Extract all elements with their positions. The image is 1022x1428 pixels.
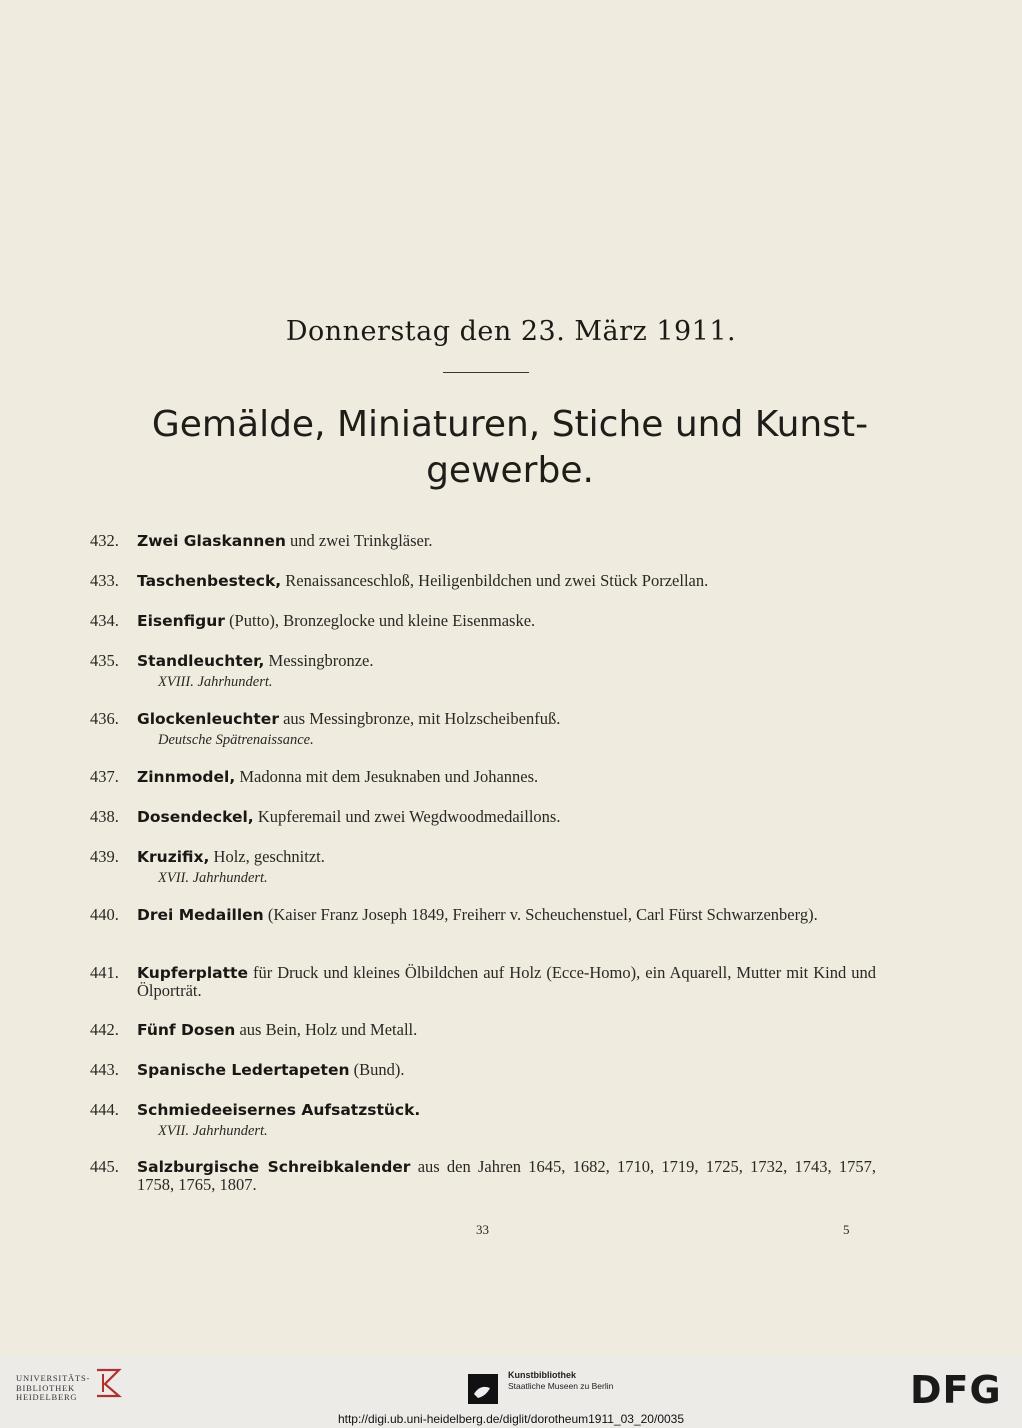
lot-title: Kruzifix, [137,848,210,866]
lot-period: XVII. Jahrhundert. [158,870,268,886]
lot-title: Kupferplatte [137,964,248,982]
lot-entry [90,572,876,590]
lot-description [137,1158,876,1194]
lot-description [137,572,876,590]
lot-number: 432. [90,531,119,550]
lot-title: Taschenbesteck, [137,572,282,590]
lot-description [137,1061,876,1079]
lot-entry [90,1101,876,1140]
lot-entry [90,768,876,786]
lot-description [137,1021,876,1039]
lot-period: XVIII. Jahrhundert. [158,674,273,690]
lot-title: Fünf Dosen [137,1021,236,1039]
lot-number: 438. [90,807,119,826]
kunstbibliothek-logo-icon [466,1372,500,1406]
lot-text: Renaissanceschloß, Heiligenbildchen und zwei Stück Porzellan. [281,571,709,590]
lot-number: 436. [90,709,119,728]
lot-description [137,768,876,786]
auction-date: Donnerstag den 23. März 1911. [285,316,737,347]
lot-number: 435. [90,651,119,670]
lot-period: Deutsche Spätrenaissance. [158,732,314,748]
lot-text: Kupferemail und zwei Wegdwoodmedaillons. [253,807,561,826]
lot-title: Zwei Glaskannen [137,532,286,550]
lot-description [137,808,876,826]
lot-entry [90,710,876,749]
lot-title: Zinnmodel, [137,768,236,786]
lot-entry [90,1061,876,1079]
lot-entry [90,532,876,550]
lot-text: (Putto), Bronzeglocke und kleine Eisenmaske. [224,611,536,630]
lot-entry [90,652,876,691]
lot-entry [90,1021,876,1039]
lot-number: 443. [90,1060,119,1079]
lot-title: Glockenleuchter [137,710,279,728]
lot-text: aus den Jahren 1645, 1682, 1710, 1719, 1725, 1732, 1743, 1757, 1758, 1765, 1807. [137,1157,876,1194]
lot-description [137,710,876,749]
lot-text: für Druck und kleines Ölbildchen auf Holz (Ecce-Homo), ein Aquarell, Mutter mit Kind und Ölporträt. [137,963,876,1000]
lot-text: Holz, geschnitzt. [209,847,325,866]
page-number: 33 [476,1222,489,1237]
lot-description [137,906,876,924]
lot-number: 445. [90,1157,119,1176]
lot-description [137,1101,876,1140]
lot-description [137,652,876,691]
lot-text: aus Bein, Holz und Metall. [235,1020,418,1039]
lot-text: aus Messingbronze, mit Holzscheibenfuß. [278,709,561,728]
lot-description [137,848,876,887]
lot-number: 440. [90,905,119,924]
section-title: Gemälde, Miniaturen, Stiche und Kunst-gewerbe. [151,404,869,491]
dfg-logo: DFG [910,1368,1002,1412]
lot-text: und zwei Trinkgläser. [285,531,433,550]
lot-title: Dosendeckel, [137,808,254,826]
signature-mark: 5 [843,1222,850,1237]
lot-entry [90,906,876,924]
lot-number: 444. [90,1100,119,1119]
lot-period: XVII. Jahrhundert. [158,1123,268,1139]
lot-entry [90,808,876,826]
lot-text: Madonna mit dem Jesuknaben und Johannes. [235,767,539,786]
university-library-wordmark: UNIVERSITÄTS- BIBLIOTHEK HEIDELBERG [16,1373,91,1402]
lot-number: 442. [90,1020,119,1039]
lot-entry [90,848,876,887]
lot-description [137,964,876,1000]
lot-title: Schmiedeeisernes Aufsatzstück. [137,1101,421,1119]
lot-text: (Kaiser Franz Joseph 1849, Freiherr v. Scheuchenstuel, Carl Fürst Schwarzenberg). [263,905,818,924]
kunstbibliothek-text: Kunstbibliothek Staatliche Museen zu Berlin [508,1370,614,1391]
lot-number: 437. [90,767,119,786]
lot-title: Drei Medaillen [137,906,264,924]
lot-description [137,532,876,550]
lot-number: 439. [90,847,119,866]
viewer-footer [0,1356,1022,1428]
lot-title: Eisenfigur [137,612,225,630]
lot-entry [90,1158,876,1194]
lot-entry [90,612,876,630]
lot-title: Salzburgische Schreibkalender [137,1158,411,1176]
divider-rule [443,372,529,373]
lot-number: 441. [90,963,119,982]
lot-text: (Bund). [349,1060,405,1079]
permalink-url[interactable]: http://digi.ub.uni-heidelberg.de/diglit/dorotheum1911_03_20/0035 [337,1412,685,1426]
lot-title: Standleuchter, [137,652,265,670]
university-library-logo-icon [93,1366,125,1400]
lot-description [137,612,876,630]
lot-entry [90,964,876,1000]
lot-title: Spanische Ledertapeten [137,1061,350,1079]
lot-number: 433. [90,571,119,590]
lot-text: Messingbronze. [264,651,374,670]
lot-number: 434. [90,611,119,630]
